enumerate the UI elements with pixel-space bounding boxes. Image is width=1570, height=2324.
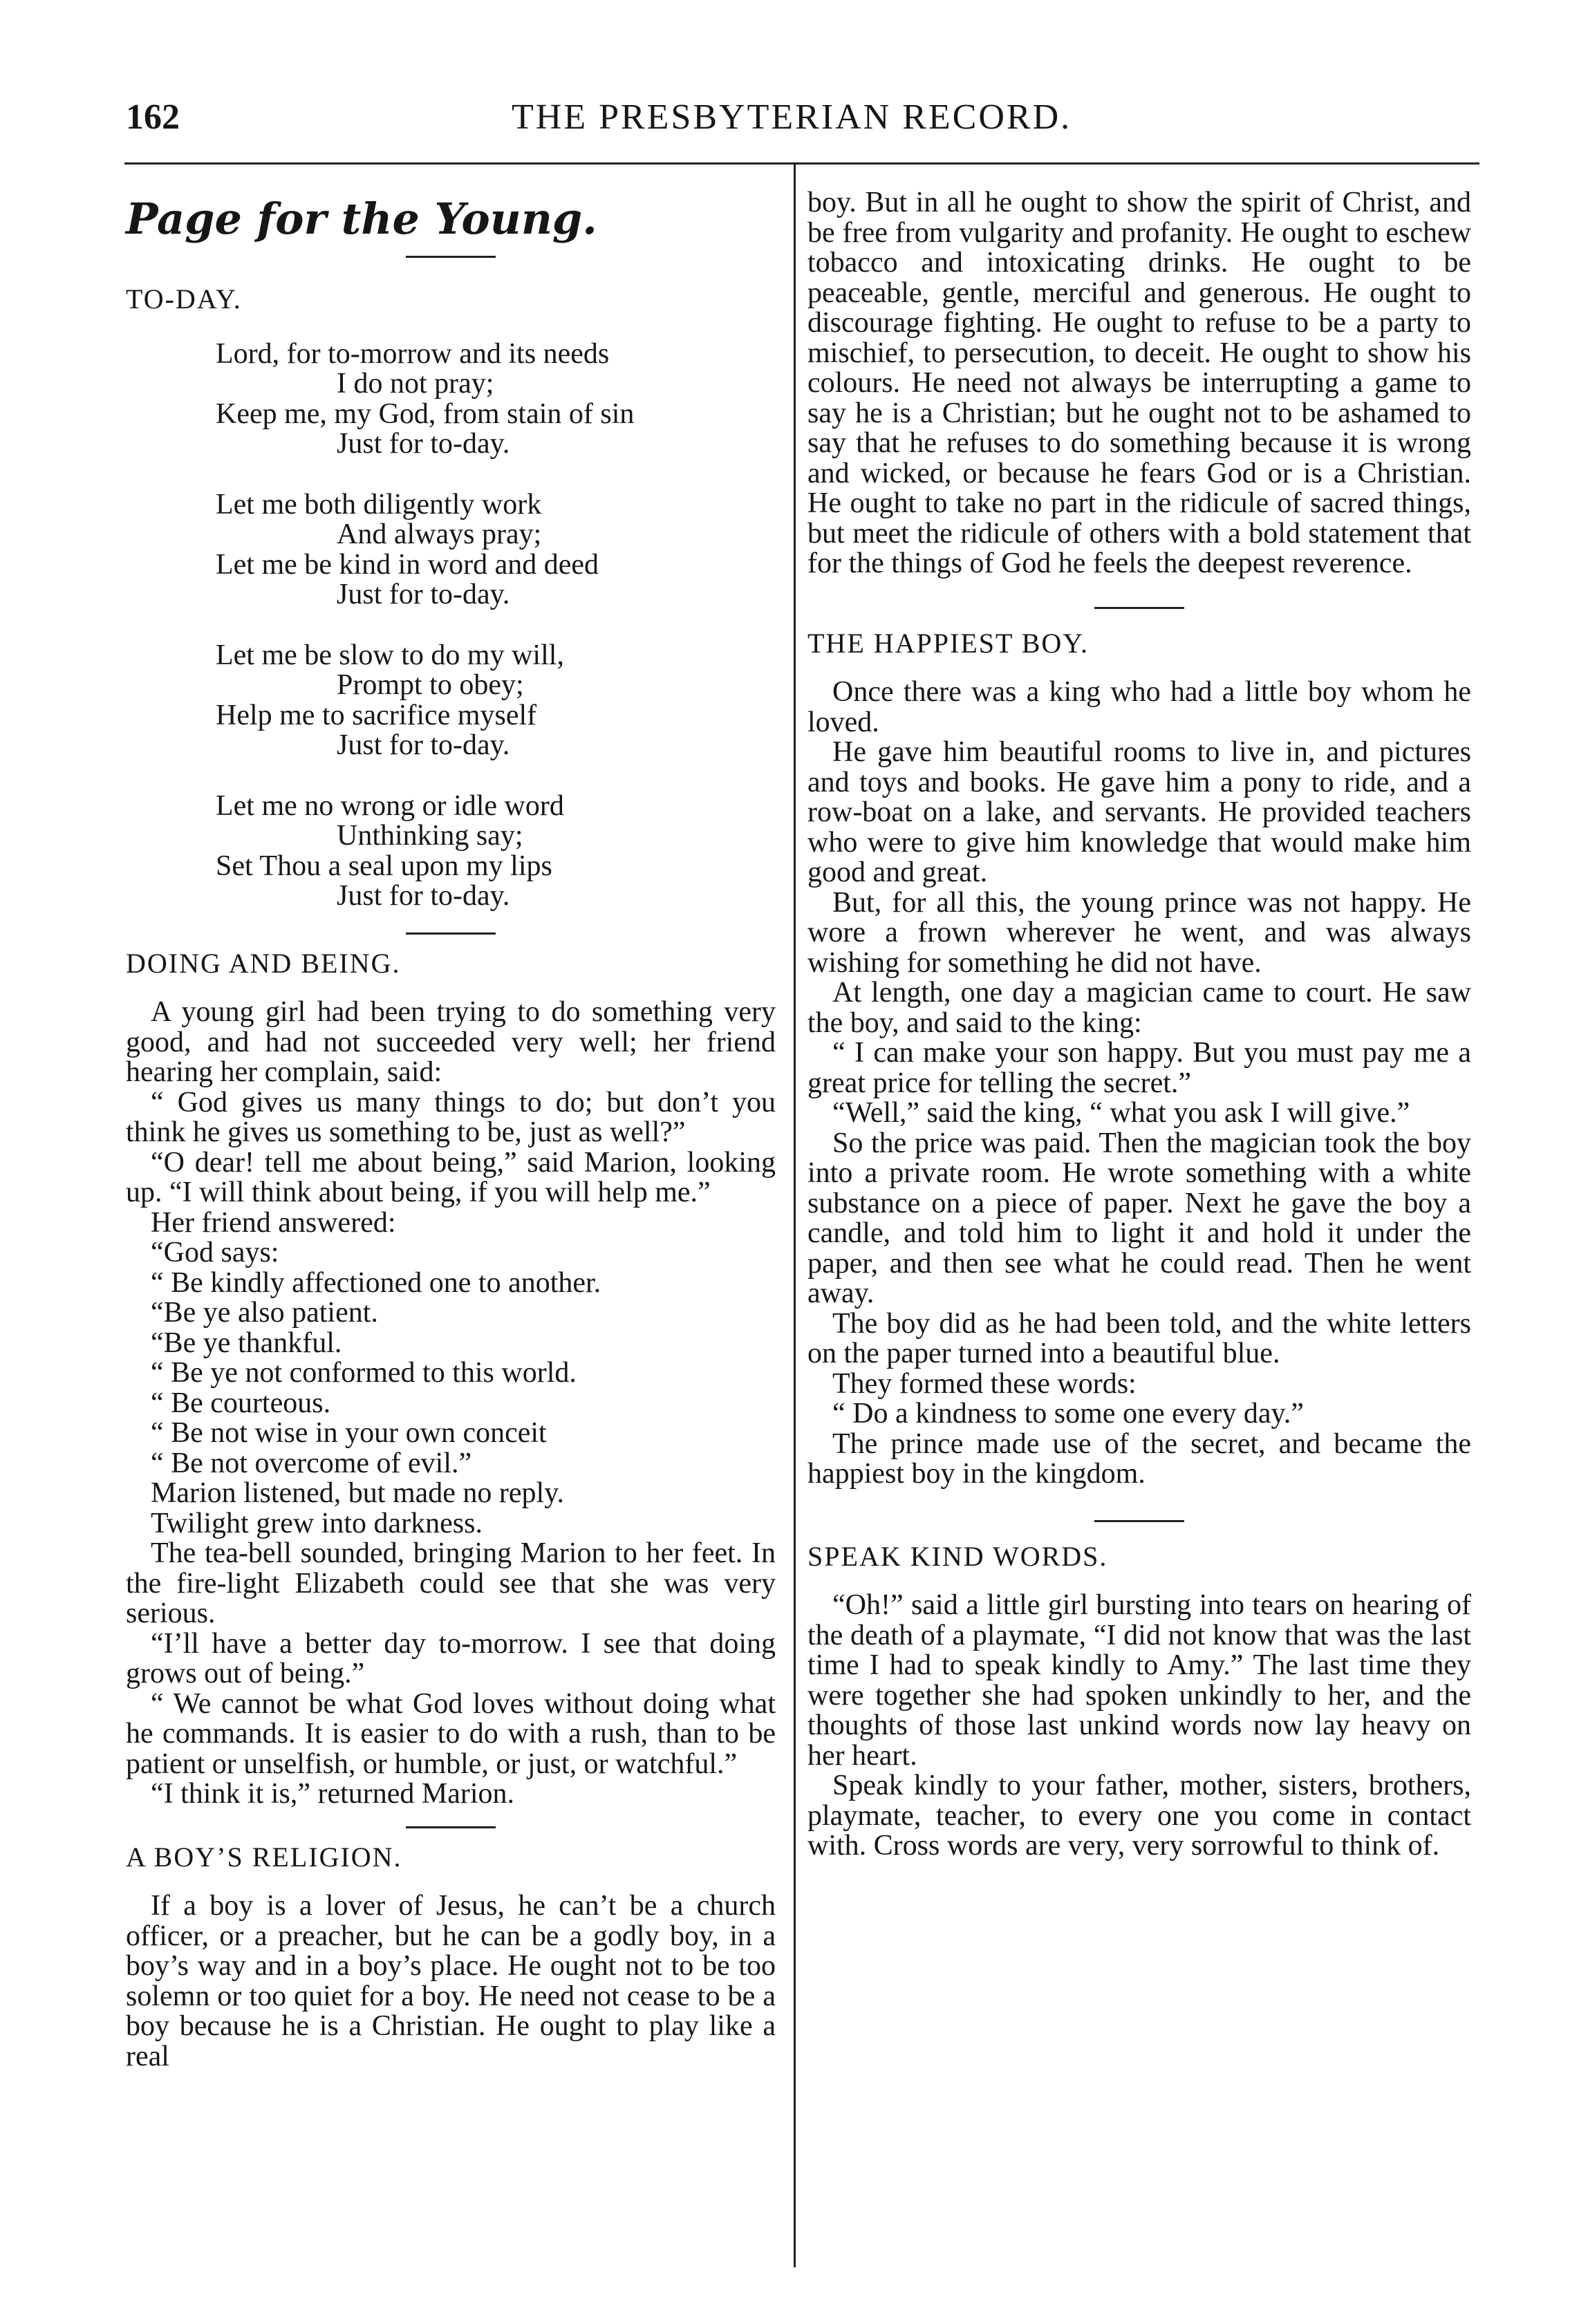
paragraph: “ God gives us many things to do; but don’t you think he gives us something to be, just as well?”	[126, 1086, 776, 1148]
quote-line: “ Do a kindness to some one every day.”	[832, 1398, 1304, 1430]
article-title: THE HAPPIEST BOY.	[807, 627, 1090, 659]
paragraph: But, for all this, the young prince was not happy. He wore a frown wherever he went, and was always wishing for something he did not have.	[807, 886, 1471, 979]
poem-line: Let me no wrong or idle word	[216, 789, 564, 822]
quote-line: “ Be ye not conformed to this world.	[151, 1357, 577, 1389]
paragraph: The prince made use of the secret, and became the happiest boy in the kingdom.	[807, 1427, 1471, 1490]
paragraph: Marion listened, but made no reply.	[151, 1477, 564, 1509]
header-rule	[124, 162, 1479, 165]
poem-line: Unthinking say;	[337, 820, 523, 852]
poem-line: Prompt to obey;	[337, 669, 524, 701]
section-heading: Page for the Young.	[126, 194, 597, 244]
column-divider	[794, 165, 796, 2267]
paragraph: At length, one day a magician came to court. He saw the boy, and said to the king:	[807, 977, 1471, 1039]
quote-line: “Be ye thankful.	[151, 1327, 342, 1359]
paragraph: Speak kindly to your father, mother, sisters, brothers, playmate, teacher, to every one you come in contact with. Cross words are very, very sorrowful to think of.	[807, 1770, 1471, 1862]
divider-rule	[406, 1826, 496, 1828]
paragraph: He gave him beautiful rooms to live in, and pictures and toys and books. He gave him a pony to ride, and a row-boat on a lake, and servants. He provided teachers who were to give him knowledge that would make him good and great.	[807, 736, 1471, 888]
article-title: DOING AND BEING.	[126, 947, 401, 979]
paragraph: So the price was paid. Then the magician took the boy into a private room. He wrote something with a white substance on a piece of paper. Next he gave the boy a candle, and told him to light it and hold it under the paper, and then see what he could read. Then he went away.	[807, 1127, 1471, 1309]
paragraph: “Well,” said the king, “ what you ask I will give.”	[832, 1097, 1410, 1129]
poem-today	[216, 339, 776, 912]
paragraph: The boy did as he had been told, and the white letters on the paper turned into a beautiful blue.	[807, 1307, 1471, 1369]
paragraph: “ We cannot be what God loves without doing what he commands. It is easier to do with a rush, than to be patient or unselfish, or humble, or just, or watchful.”	[126, 1687, 776, 1780]
poem-line: Let me be kind in word and deed	[216, 548, 599, 581]
paragraph: A young girl had been trying to do something very good, and had not succeeded very well; her friend hearing her complain, said:	[126, 996, 776, 1088]
paragraph: “Oh!” said a little girl bursting into tears on hearing of the death of a playmate, “I did not know that was the last time I had to speak kindly to Amy.” The last time they were together she had spoken unkindly to her, and the thoughts of those last unkind words now lay heavy on her heart.	[807, 1589, 1471, 1772]
poem-line: Just for to-day.	[337, 729, 510, 761]
quote-line: “ Be not overcome of evil.”	[151, 1447, 472, 1479]
paragraph: “I’ll have a better day to-morrow. I see that doing grows out of being.”	[126, 1627, 776, 1689]
paragraph: Twilight grew into darkness.	[151, 1507, 483, 1539]
right-column	[807, 178, 1471, 1862]
journal-title: THE PRESBYTERIAN RECORD.	[512, 97, 1072, 137]
divider-rule	[406, 256, 496, 258]
divider-rule	[1094, 1520, 1184, 1522]
article-title: SPEAK KIND WORDS.	[807, 1540, 1108, 1572]
paragraph: Her friend answered:	[151, 1206, 396, 1239]
quote-line: “ Be courteous.	[151, 1387, 331, 1419]
paragraph: Once there was a king who had a little boy whom he loved.	[807, 676, 1471, 738]
poem-line: Set Thou a seal upon my lips	[216, 850, 552, 882]
poem-line: Just for to-day.	[337, 579, 510, 610]
paragraph: If a boy is a lover of Jesus, he can’t be a church officer, or a preacher, but he can be a godly boy, in a boy’s way and in a boy’s place. He ought not to be too solemn or too quiet for a boy. He need not cease to be a boy because he is a Christian. He ought to play like a real	[126, 1890, 776, 2072]
poem-line: I do not pray;	[337, 368, 494, 400]
poem-line: Just for to-day.	[337, 880, 510, 912]
paragraph: They formed these words:	[832, 1367, 1137, 1400]
page-number: 162	[126, 97, 180, 137]
article-title: A BOY’S RELIGION.	[126, 1841, 402, 1873]
quote-line: “ Be kindly affectioned one to another.	[151, 1266, 601, 1299]
paragraph: “I think it is,” returned Marion.	[151, 1778, 515, 1810]
paragraph: The tea-bell sounded, bringing Marion to her feet. In the fire-light Elizabeth could see that she was very serious.	[126, 1537, 776, 1629]
poem-line: Keep me, my God, from stain of sin	[216, 397, 635, 430]
poem-line: Just for to-day.	[337, 428, 510, 460]
quote-line: “God says:	[151, 1237, 279, 1268]
poem-line: Lord, for to-morrow and its needs	[216, 337, 610, 370]
quote-line: “ Be not wise in your own conceit	[151, 1417, 547, 1449]
left-column	[126, 178, 776, 2072]
paragraph: “O dear! tell me about being,” said Marion, looking up. “I will think about being, if you will help me.”	[126, 1146, 776, 1208]
poem-line: Let me be slow to do my will,	[216, 639, 564, 671]
paragraph: “ I can make your son happy. But you must pay me a great price for telling the secret.”	[807, 1037, 1471, 1099]
poem-line: Help me to sacrifice myself	[216, 699, 537, 731]
poem-line: And always pray;	[337, 518, 542, 550]
divider-rule	[406, 933, 496, 935]
paragraph: boy. But in all he ought to show the spirit of Christ, and be free from vulgarity and profanity. He ought to eschew tobacco and intoxicating drinks. He ought to be peaceable, gentle, merciful and generous. He ought to discourage fighting. He ought to refuse to be a party to mischief, to persecution, to deceit. He ought to show his colours. He need not always be interrupting a game to say he is a Christian; but he ought not to be ashamed to say that he refuses to do something because it is wrong and wicked, or because he fears God or is a Christian. He ought to take no part in the ridicule of sacred things, but meet the ridicule of others with a bold statement that for the things of God he feels the deepest reverence.	[807, 187, 1471, 579]
quote-line: “Be ye also patient.	[151, 1297, 378, 1329]
divider-rule	[1094, 607, 1184, 609]
poem-line: Let me both diligently work	[216, 488, 542, 521]
poem-title: TO-DAY.	[126, 283, 242, 315]
